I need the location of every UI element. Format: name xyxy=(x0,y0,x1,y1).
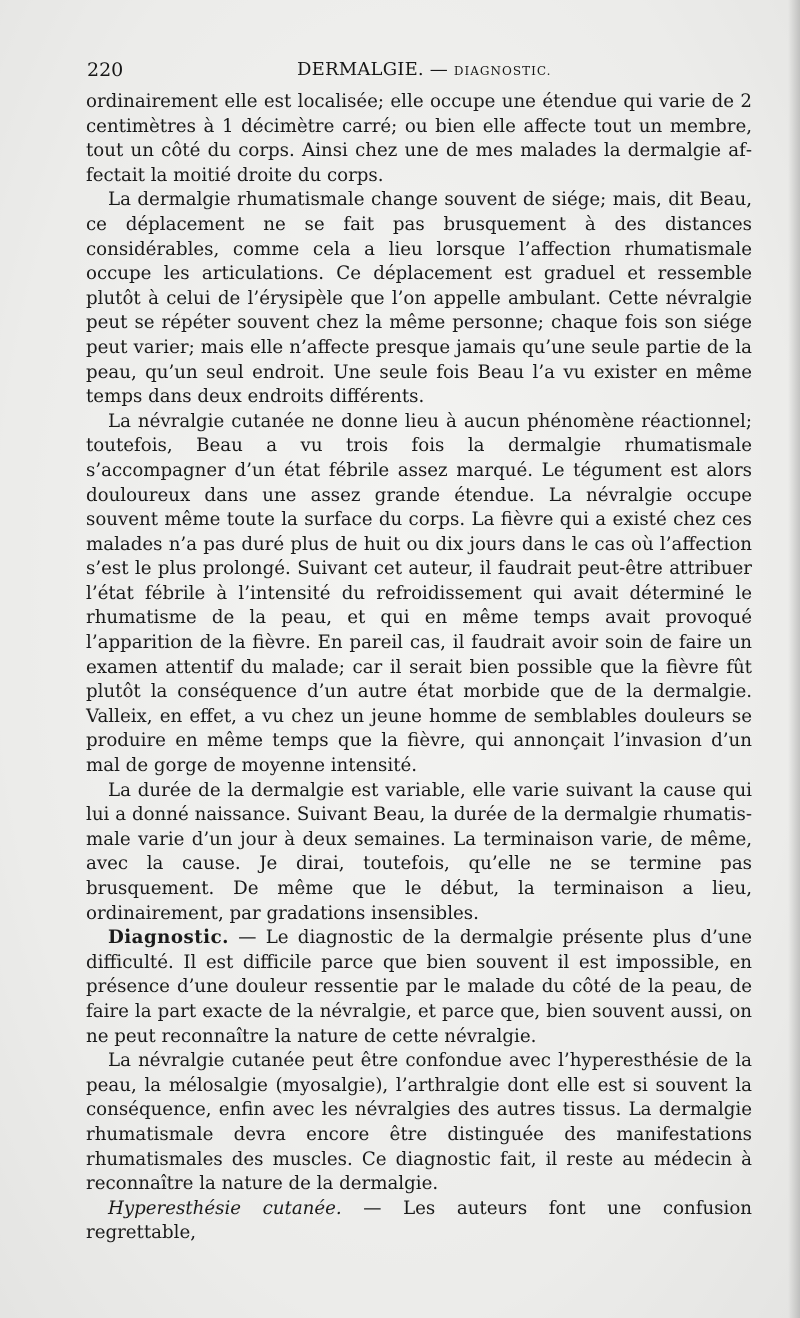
paragraph-differential: La névralgie cutanée peut être confondue avec l’hyperesthésie de la peau, la mélosalgie (myosalgie), l’arthralgie dont elle est si souvent la conséquence, enfin avec les névralgies des autres tissus. La dermalgie rhumatismale devra encore être distinguée des manifestations rhumatismales des muscles. Ce diagnostic fait, il reste au médecin à reconnaître la nature de la dermalgie. xyxy=(86,1050,752,1195)
running-header xyxy=(87,59,753,85)
paragraph-hyperesthesia xyxy=(86,1197,752,1246)
paragraph-displacement: La dermalgie rhumatismale change souvent de siége; mais, dit Beau, ce déplacement ne se fait pas brusquement à des distances considérables, comme cela a lieu lorsque l’affection rhumatismale occupe les articulations. Ce déplacement est graduel et ressemble plutôt à celui de l’érysipèle que l’on appelle ambulant. Cette névralgie peut se répéter souvent chez la même personne; chaque fois son siége peut varier; mais elle n’affecte presque jamais qu’une seule partie de la peau, qu’un seul endroit. Une seule fois Beau l’a vu exister en même temps dans deux endroits différents. xyxy=(86,189,752,408)
page-number: 220 xyxy=(87,59,124,81)
paragraph-reaction: La névralgie cutanée ne donne lieu à aucun phénomène réactionnel; toutefois, Beau a vu trois fois la dermalgie rhumatismale s’accompagner d’un état fébrile assez marqué. Le tégument est alors douloureux dans une assez grande étendue. La névralgie occupe souvent même toute la surface du corps. La fièvre qui a existé chez ces malades n’a pas duré plus de huit ou dix jours dans le cas où l’affection s’est le plus prolongé. Suivant cet auteur, il faudrait peut-être attribuer l’état fébrile à l’intensité du refroidissement qui avait déterminé le rhumatisme de la peau, et qui en même temps avait provoqué l’apparition de la fièvre. En pareil cas, il faudrait avoir soin de faire un examen attentif du malade; car il serait bien possible que la fièvre fût plutôt la conséquence d’un autre état morbide que de la dermalgie. Valleix, en effet, a vu chez un jeune homme de semblables douleurs se produire en même temps que la fièvre, qui annonçait l’invasion d’un mal de gorge de moyenne intensité. xyxy=(86,410,752,777)
hyperesthesia-heading: Hyperesthésie cutanée. xyxy=(108,1197,342,1219)
body-text xyxy=(86,90,752,1246)
running-title xyxy=(297,59,551,80)
chapter-title: DERMALGIE. xyxy=(297,59,424,80)
paragraph-duration: La durée de la dermalgie est variable, elle varie suivant la cause qui lui a donné naissance. Suivant Beau, la durée de la dermalgie rhumatismale varie d’un jour à deux semaines. La terminaison varie, de même, avec la cause. Je dirai, toutefois, qu’elle ne se termine pas brusquement. De même que le début, la terminaison a lieu, ordinairement, par gradations insensibles. xyxy=(86,779,752,924)
page-edge-shadow xyxy=(788,0,800,1318)
paragraph-diagnostic xyxy=(86,926,752,1049)
hyperesthesia-text: — Les auteurs font une confusion regrettable, xyxy=(86,1197,752,1244)
diagnostic-heading: Diagnostic. xyxy=(108,927,229,949)
diagnostic-text: — Le diagnostic de la dermalgie présente plus d’une difficulté. Il est difficile parce que bien souvent il est impossible, en présence d’une douleur ressentie par le malade du côté de la peau, de faire la part exacte de la névralgie, et parce que, bien souvent aussi, on ne peut reconnaître la nature de cette névralgie. xyxy=(86,927,752,1047)
header-dash: — xyxy=(423,59,454,80)
paragraph-continuation: ordinairement elle est localisée; elle occupe une étendue qui varie de 2 centimètres à 1 décimètre carré; ou bien elle affecte tout un membre, tout un côté du corps. Ainsi chez une de mes malades la dermalgie affectait la moitié droite du corps. xyxy=(86,91,752,186)
section-title: DIAGNOSTIC. xyxy=(453,64,552,78)
